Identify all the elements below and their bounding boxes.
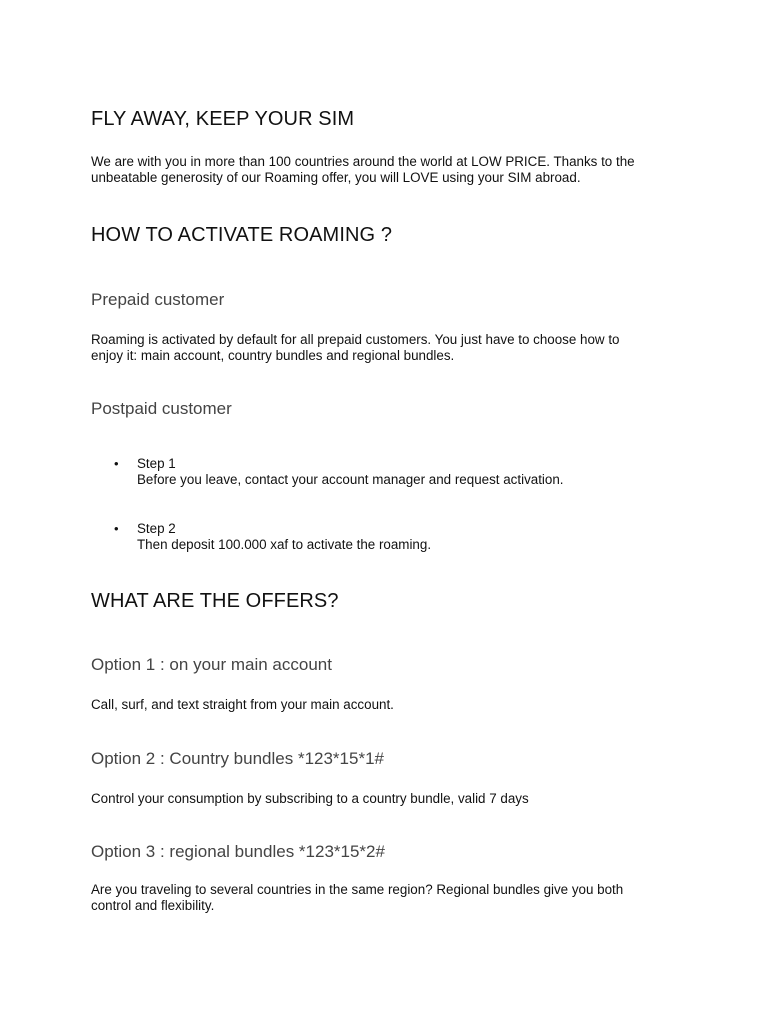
option-3-text-line-2: control and flexibility. — [91, 898, 215, 913]
prepaid-text-line-1: Roaming is activated by default for all prepaid customers. You just have to choose how to — [91, 332, 620, 347]
list-bullet: • — [114, 521, 119, 536]
option-1-title: Option 1 : on your main account — [91, 655, 332, 674]
heading-fly-away: FLY AWAY, KEEP YOUR SIM — [91, 108, 355, 130]
option-1-text: Call, surf, and text straight from your main account. — [91, 697, 394, 712]
step-1-text: Before you leave, contact your account manager and request activation. — [137, 472, 564, 487]
step-2-text: Then deposit 100.000 xaf to activate the roaming. — [137, 537, 432, 552]
list-bullet: • — [114, 456, 119, 471]
intro-paragraph-line-1: We are with you in more than 100 countries around the world at LOW PRICE. Thanks to the — [91, 154, 635, 169]
heading-offers: WHAT ARE THE OFFERS? — [91, 590, 339, 612]
step-1-title: Step 1 — [137, 456, 176, 471]
option-3-title: Option 3 : regional bundles *123*15*2# — [91, 842, 385, 861]
prepaid-text-line-2: enjoy it: main account, country bundles and regional bundles. — [91, 348, 455, 363]
intro-paragraph-line-2: unbeatable generosity of our Roaming offer, you will LOVE using your SIM abroad. — [91, 170, 581, 185]
option-2-title: Option 2 : Country bundles *123*15*1# — [91, 749, 384, 768]
subheading-prepaid: Prepaid customer — [91, 290, 225, 309]
option-2-text: Control your consumption by subscribing to a country bundle, valid 7 days — [91, 791, 529, 806]
option-3-text-line-1: Are you traveling to several countries in the same region? Regional bundles give you both — [91, 882, 624, 897]
heading-how-to-activate: HOW TO ACTIVATE ROAMING ? — [91, 224, 393, 246]
step-2-title: Step 2 — [137, 521, 176, 536]
subheading-postpaid: Postpaid customer — [91, 399, 232, 418]
